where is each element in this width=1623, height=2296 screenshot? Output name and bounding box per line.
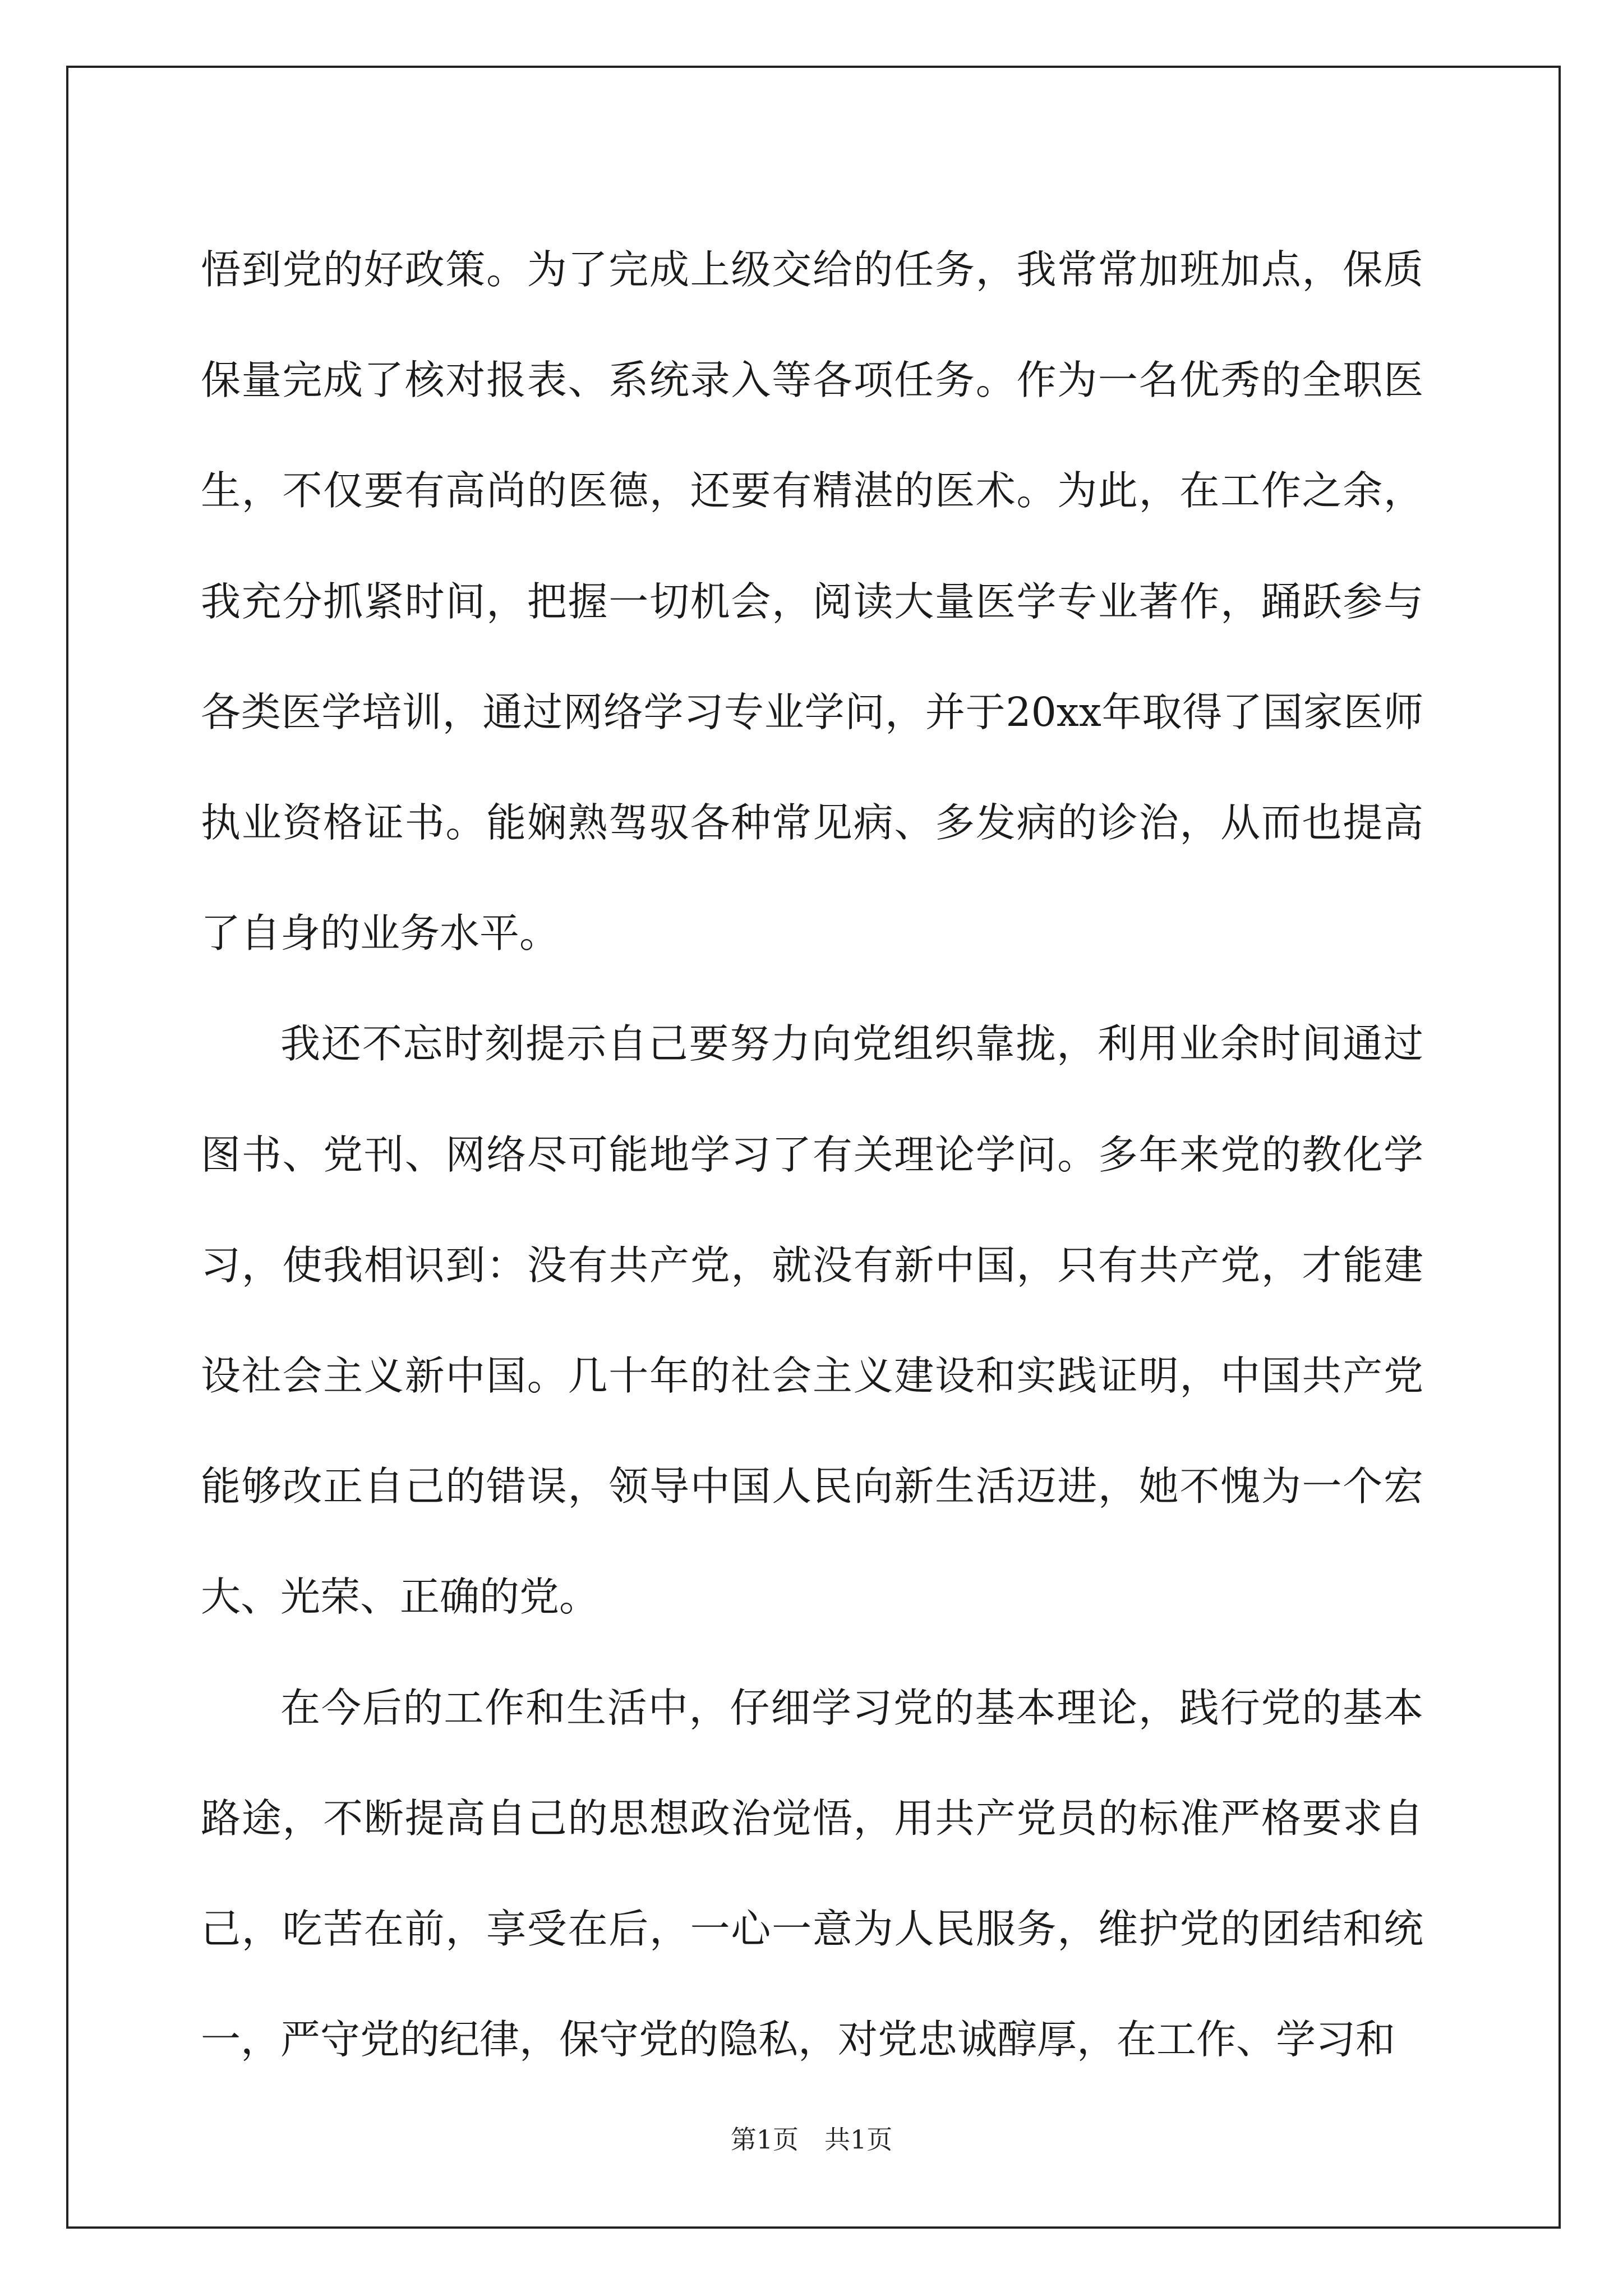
paragraph-1: 悟到党的好政策。为了完成上级交给的任务，我常常加班加点，保质保量完成了核对报表、系统录入等各项任务。作为一名优秀的全职医生，不仅要有高尚的医德，还要有精湛的医术。为此，在工作之余，我充分抓紧时间，把握一切机会，阅读大量医学专业著作，踊跃参与各类医学培训，通过网络学习专业学问，并于20xx年取得了国家医师执业资格证书。能娴熟驾驭各种常见病、多发病的诊治，从而也提高了自身的业务水平。	[201, 246, 1423, 957]
page-total: 共1页	[824, 2124, 893, 2155]
document-body	[201, 214, 1423, 2095]
page-number: 第1页	[730, 2124, 799, 2155]
page-footer	[0, 2123, 1623, 2156]
paragraph-2: 我还不忘时刻提示自己要努力向党组织靠拢，利用业余时间通过图书、党刊、网络尽可能地学习了有关理论学问。多年来党的教化学习，使我相识到：没有共产党，就没有新中国，只有共产党，才能建设社会主义新中国。几十年的社会主义建设和实践证明，中国共产党能够改正自己的错误，领导中国人民向新生活迈进，她不愧为一个宏大、光荣、正确的党。	[201, 1020, 1423, 1621]
paragraph-3: 在今后的工作和生活中，仔细学习党的基本理论，践行党的基本路途，不断提高自己的思想政治觉悟，用共产党员的标准严格要求自己，吃苦在前，享受在后，一心一意为人民服务，维护党的团结和统一，严守党的纪律，保守党的隐私，对党忠诚醇厚，在工作、学习和	[201, 1684, 1423, 2063]
